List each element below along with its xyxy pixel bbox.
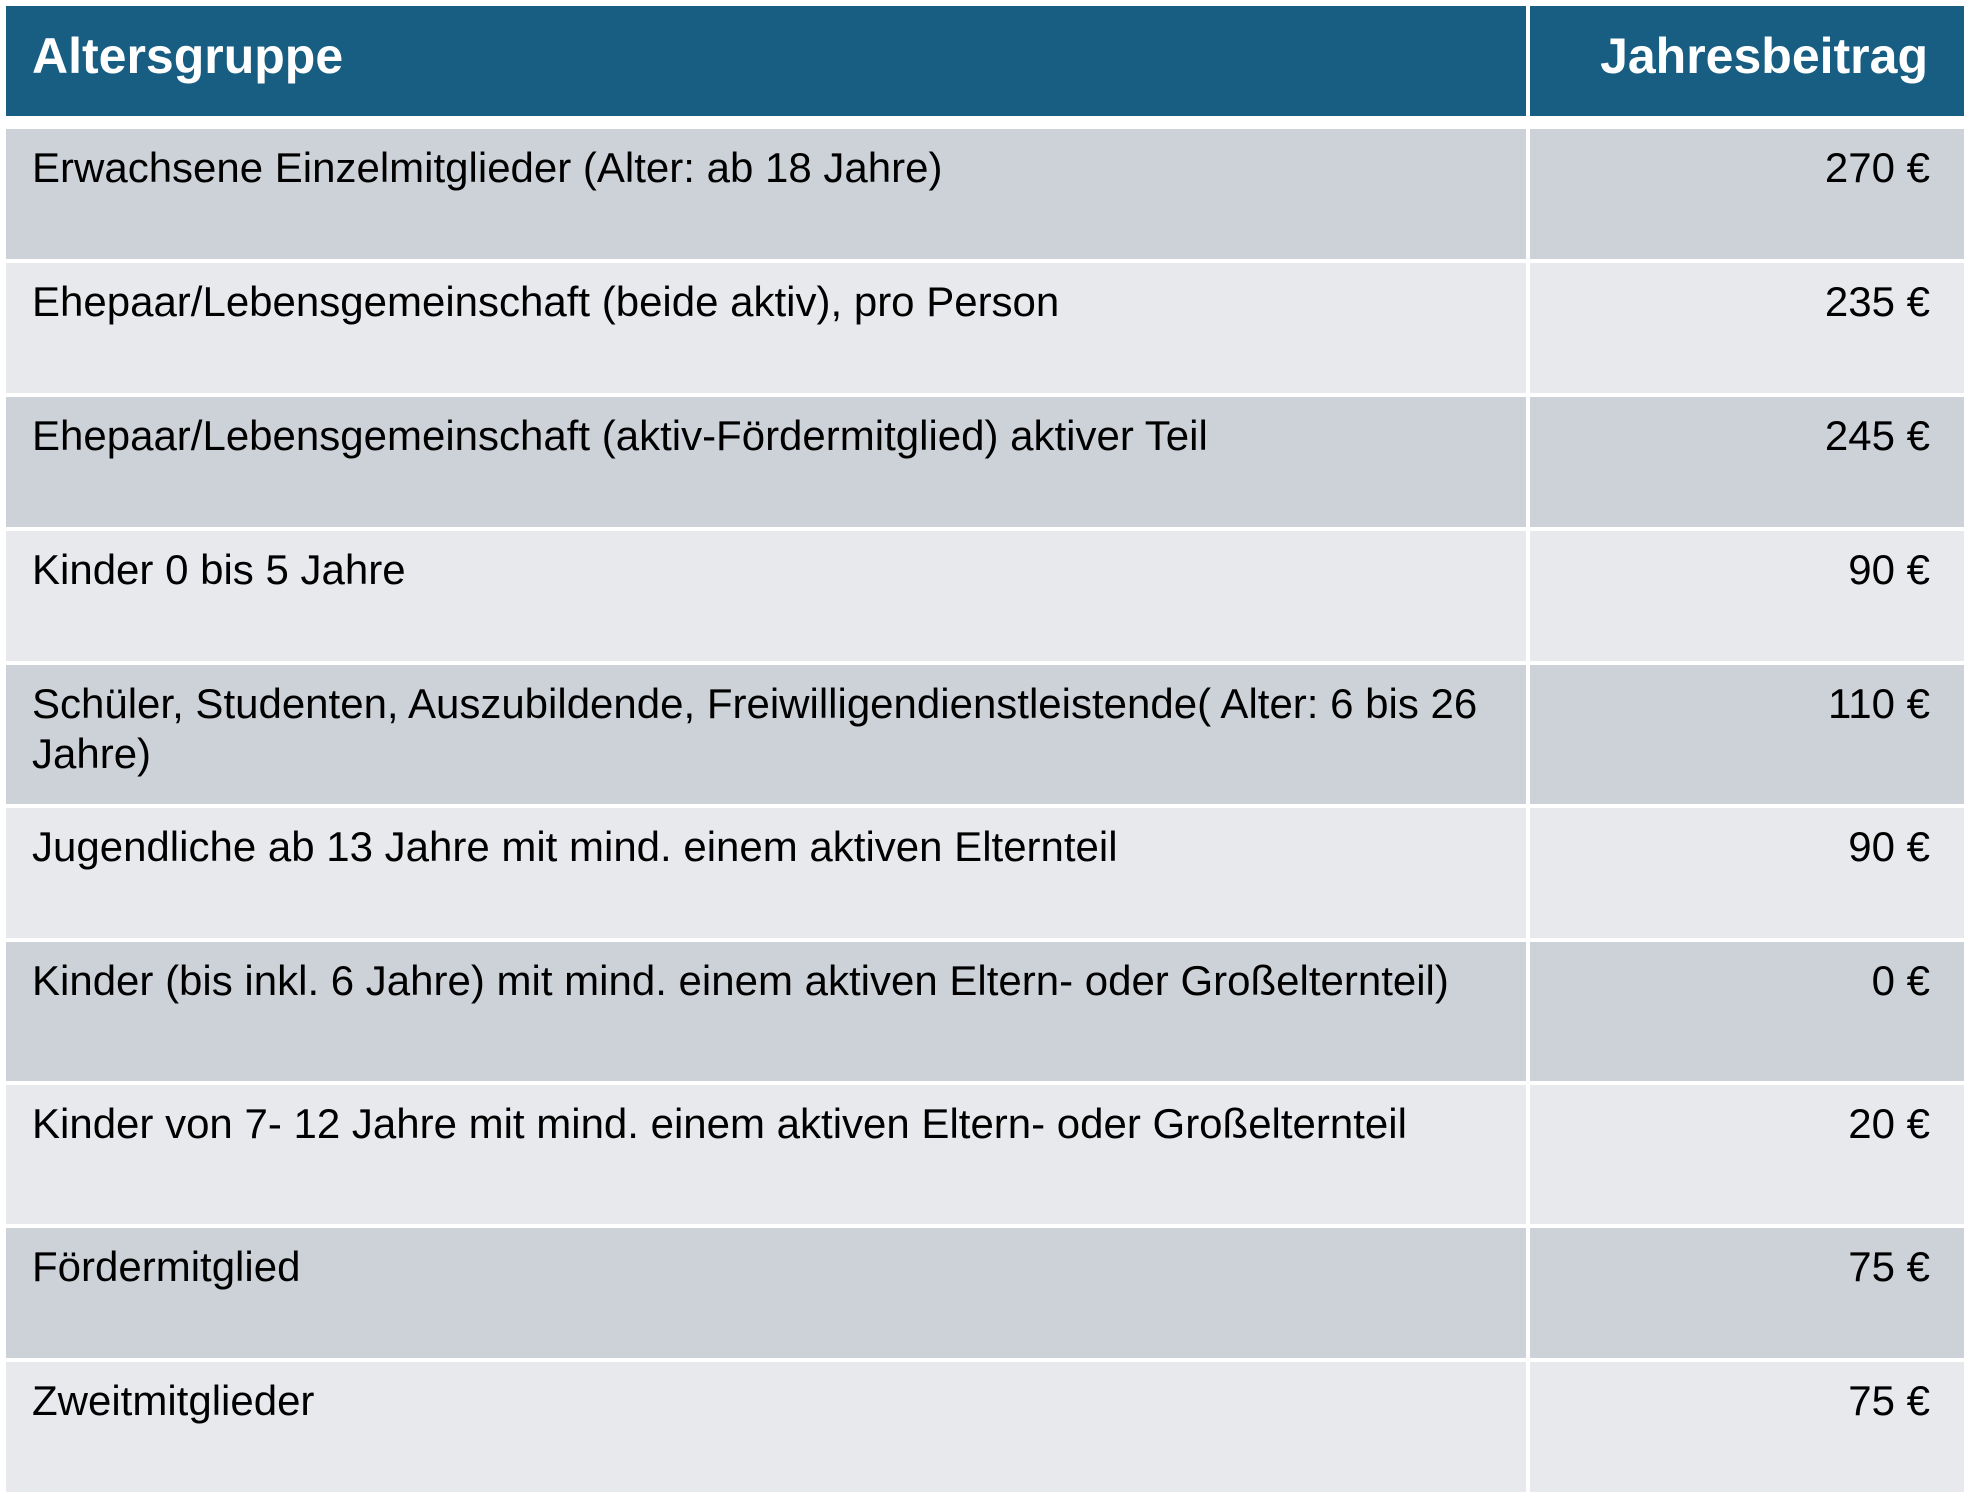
column-header-age-group: Altersgruppe [6, 6, 1530, 129]
annual-fee-cell: 0 € [1530, 942, 1964, 1085]
age-group-cell: Zweitmitglieder [6, 1362, 1530, 1496]
annual-fee-cell: 270 € [1530, 129, 1964, 263]
column-header-annual-fee: Jahresbeitrag [1530, 6, 1964, 129]
annual-fee-cell: 110 € [1530, 665, 1964, 808]
annual-fee-cell: 90 € [1530, 808, 1964, 942]
table-row [6, 531, 1964, 665]
table-row [6, 1362, 1964, 1496]
table-row [6, 665, 1964, 808]
annual-fee-cell: 75 € [1530, 1362, 1964, 1496]
table-row [6, 1228, 1964, 1362]
age-group-cell: Erwachsene Einzelmitglieder (Alter: ab 18 Jahre) [6, 129, 1530, 263]
annual-fee-cell: 235 € [1530, 263, 1964, 397]
annual-fee-cell: 20 € [1530, 1085, 1964, 1228]
table-row [6, 808, 1964, 942]
membership-fee-table [6, 6, 1964, 1496]
age-group-cell: Kinder (bis inkl. 6 Jahre) mit mind. einem aktiven Eltern- oder Großelternteil) [6, 942, 1530, 1085]
age-group-cell: Jugendliche ab 13 Jahre mit mind. einem aktiven Elternteil [6, 808, 1530, 942]
table-row [6, 942, 1964, 1085]
table-row [6, 1085, 1964, 1228]
age-group-cell: Ehepaar/Lebensgemeinschaft (beide aktiv), pro Person [6, 263, 1530, 397]
age-group-cell: Ehepaar/Lebensgemeinschaft (aktiv-Fördermitglied) aktiver Teil [6, 397, 1530, 531]
age-group-cell: Kinder 0 bis 5 Jahre [6, 531, 1530, 665]
table-row [6, 129, 1964, 263]
age-group-cell: Kinder von 7- 12 Jahre mit mind. einem aktiven Eltern- oder Großelternteil [6, 1085, 1530, 1228]
table-header-row [6, 6, 1964, 129]
annual-fee-cell: 245 € [1530, 397, 1964, 531]
table-row [6, 397, 1964, 531]
annual-fee-cell: 75 € [1530, 1228, 1964, 1362]
age-group-cell: Schüler, Studenten, Auszubildende, Freiwilligendienstleistende( Alter: 6 bis 26 Jahre) [6, 665, 1530, 808]
age-group-cell: Fördermitglied [6, 1228, 1530, 1362]
annual-fee-cell: 90 € [1530, 531, 1964, 665]
table-row [6, 263, 1964, 397]
